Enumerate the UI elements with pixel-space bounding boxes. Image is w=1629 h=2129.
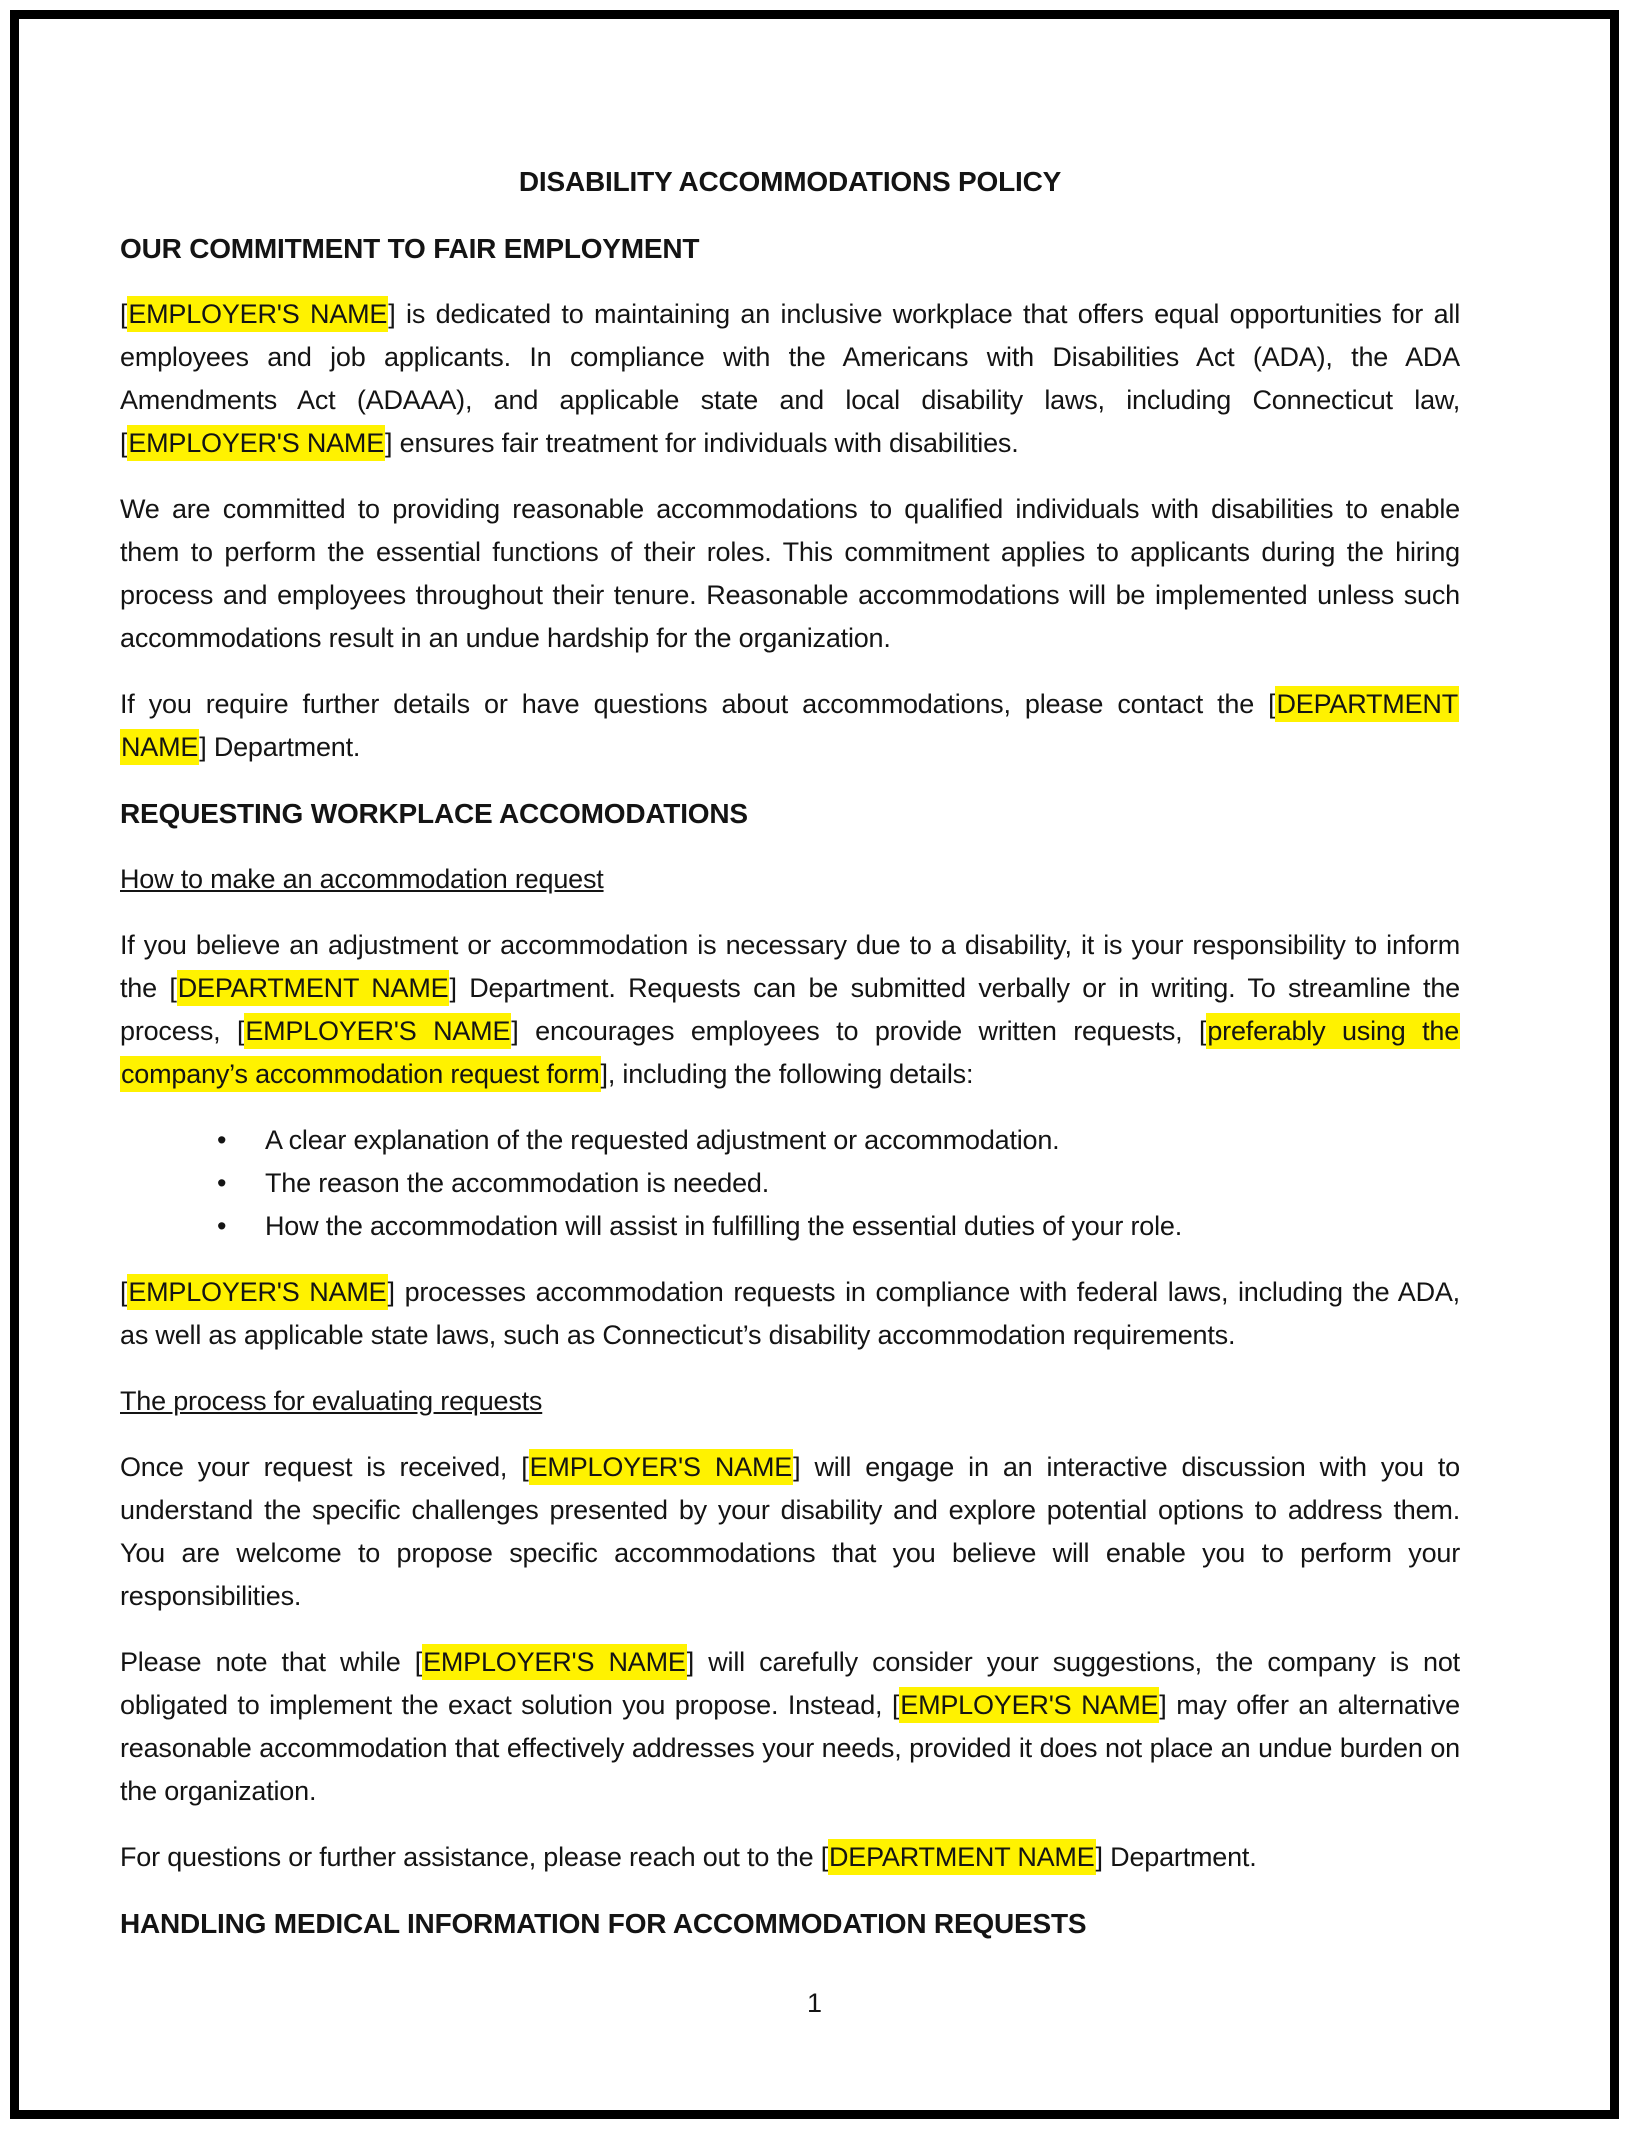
paragraph <box>120 1641 1460 1813</box>
paragraph <box>120 683 1460 769</box>
text-run: We are committed to providing reasonable accommodations to qualified individuals with disabilities to enable them to perform the essential functions of their roles. This commitment applies to applicants during the hiring process and employees throughout their tenure. Reasonable accommodations will be implemented unless such accommodations result in an undue hardship for the organization. <box>120 494 1460 653</box>
bullet-item: • How the accommodation will assist in fulfilling the essential duties of your role. <box>265 1205 1460 1248</box>
bullet-item: • The reason the accommodation is needed. <box>265 1162 1460 1205</box>
text-run: ] will engage in an interactive discussion with you to understand the specific challenges presented by your disability and explore potential options to address them. You are welcome to propose specific accommodations that you believe will enable you to perform your responsibilities. <box>120 1452 1460 1611</box>
paragraph <box>120 1271 1460 1357</box>
text-run: ] Department. <box>199 732 361 762</box>
text-run: Please note that while [ <box>120 1647 423 1677</box>
highlighted-placeholder: EMPLOYER'S NAME <box>127 425 385 461</box>
text-run: For questions or further assistance, please reach out to the [ <box>120 1842 828 1872</box>
text-run: ] ensures fair treatment for individuals with disabilities. <box>385 428 1019 458</box>
text-run: ] Department. <box>1095 1842 1257 1872</box>
sub-heading: How to make an accommodation request <box>120 864 604 894</box>
section-heading: OUR COMMITMENT TO FAIR EMPLOYMENT <box>120 233 700 264</box>
text-run: ] will carefully consider your suggestions, the company is not obligated to implement the exact solution you propose. Instead, [ <box>120 1647 1460 1720</box>
highlighted-placeholder: EMPLOYER'S NAME <box>127 296 388 332</box>
highlighted-placeholder: DEPARTMENT NAME <box>120 686 1459 765</box>
bullet-list <box>120 1119 1460 1248</box>
page-number: 1 <box>806 1988 823 2018</box>
paragraph <box>120 1446 1460 1618</box>
paragraph <box>120 293 1460 465</box>
text-run: ] processes accommodation requests in compliance with federal laws, including the ADA, as well as applicable state laws, such as Connecticut’s disability accommodation requirements. <box>120 1277 1460 1350</box>
text-run: If you believe an adjustment or accommodation is necessary due to a disability, it is your responsibility to inform the [ <box>120 930 1460 1003</box>
document-body <box>120 227 1460 1945</box>
bullet-item: • A clear explanation of the requested adjustment or accommodation. <box>265 1119 1460 1162</box>
section-heading: REQUESTING WORKPLACE ACCOMODATIONS <box>120 798 748 829</box>
highlighted-placeholder: EMPLOYER'S NAME <box>422 1644 687 1680</box>
text-run: ] Department. Requests can be submitted verbally or in writing. To streamline the process, [ <box>120 973 1460 1046</box>
document-page <box>120 160 1460 1968</box>
highlighted-placeholder: EMPLOYER'S NAME <box>127 1274 387 1310</box>
text-run: ] is dedicated to maintaining an inclusive workplace that offers equal opportunities for all employees and job applicants. In compliance with the Americans with Disabilities Act (ADA), the ADA Amendments Act (ADAAA), and applicable state and local disability laws, including Connecticut law, [ <box>120 299 1460 458</box>
highlighted-placeholder: DEPARTMENT NAME <box>828 1839 1096 1875</box>
text-run: [ <box>120 299 128 329</box>
highlighted-placeholder: DEPARTMENT NAME <box>177 970 450 1006</box>
text-run: If you require further details or have questions about accommodations, please contact the [ <box>120 689 1276 719</box>
paragraph <box>120 1836 1460 1879</box>
section-heading: HANDLING MEDICAL INFORMATION FOR ACCOMMODATION REQUESTS <box>120 1908 1087 1939</box>
highlighted-placeholder: EMPLOYER'S NAME <box>529 1449 793 1485</box>
document-title: DISABILITY ACCOMMODATIONS POLICY <box>518 166 1062 197</box>
text-run: ], including the following details: <box>600 1059 974 1089</box>
text-run: [ <box>120 1277 128 1307</box>
highlighted-placeholder: EMPLOYER'S NAME <box>244 1013 511 1049</box>
highlighted-placeholder: preferably using the company’s accommodation request form <box>120 1013 1460 1092</box>
text-run: Once your request is received, [ <box>120 1452 529 1482</box>
text-run: ] may offer an alternative reasonable accommodation that effectively addresses your needs, provided it does not place an undue burden on the organization. <box>120 1690 1460 1806</box>
paragraph <box>120 488 1460 660</box>
highlighted-placeholder: EMPLOYER'S NAME <box>899 1687 1159 1723</box>
text-run: ] encourages employees to provide written requests, [ <box>511 1016 1207 1046</box>
paragraph <box>120 924 1460 1096</box>
sub-heading: The process for evaluating requests <box>120 1386 543 1416</box>
